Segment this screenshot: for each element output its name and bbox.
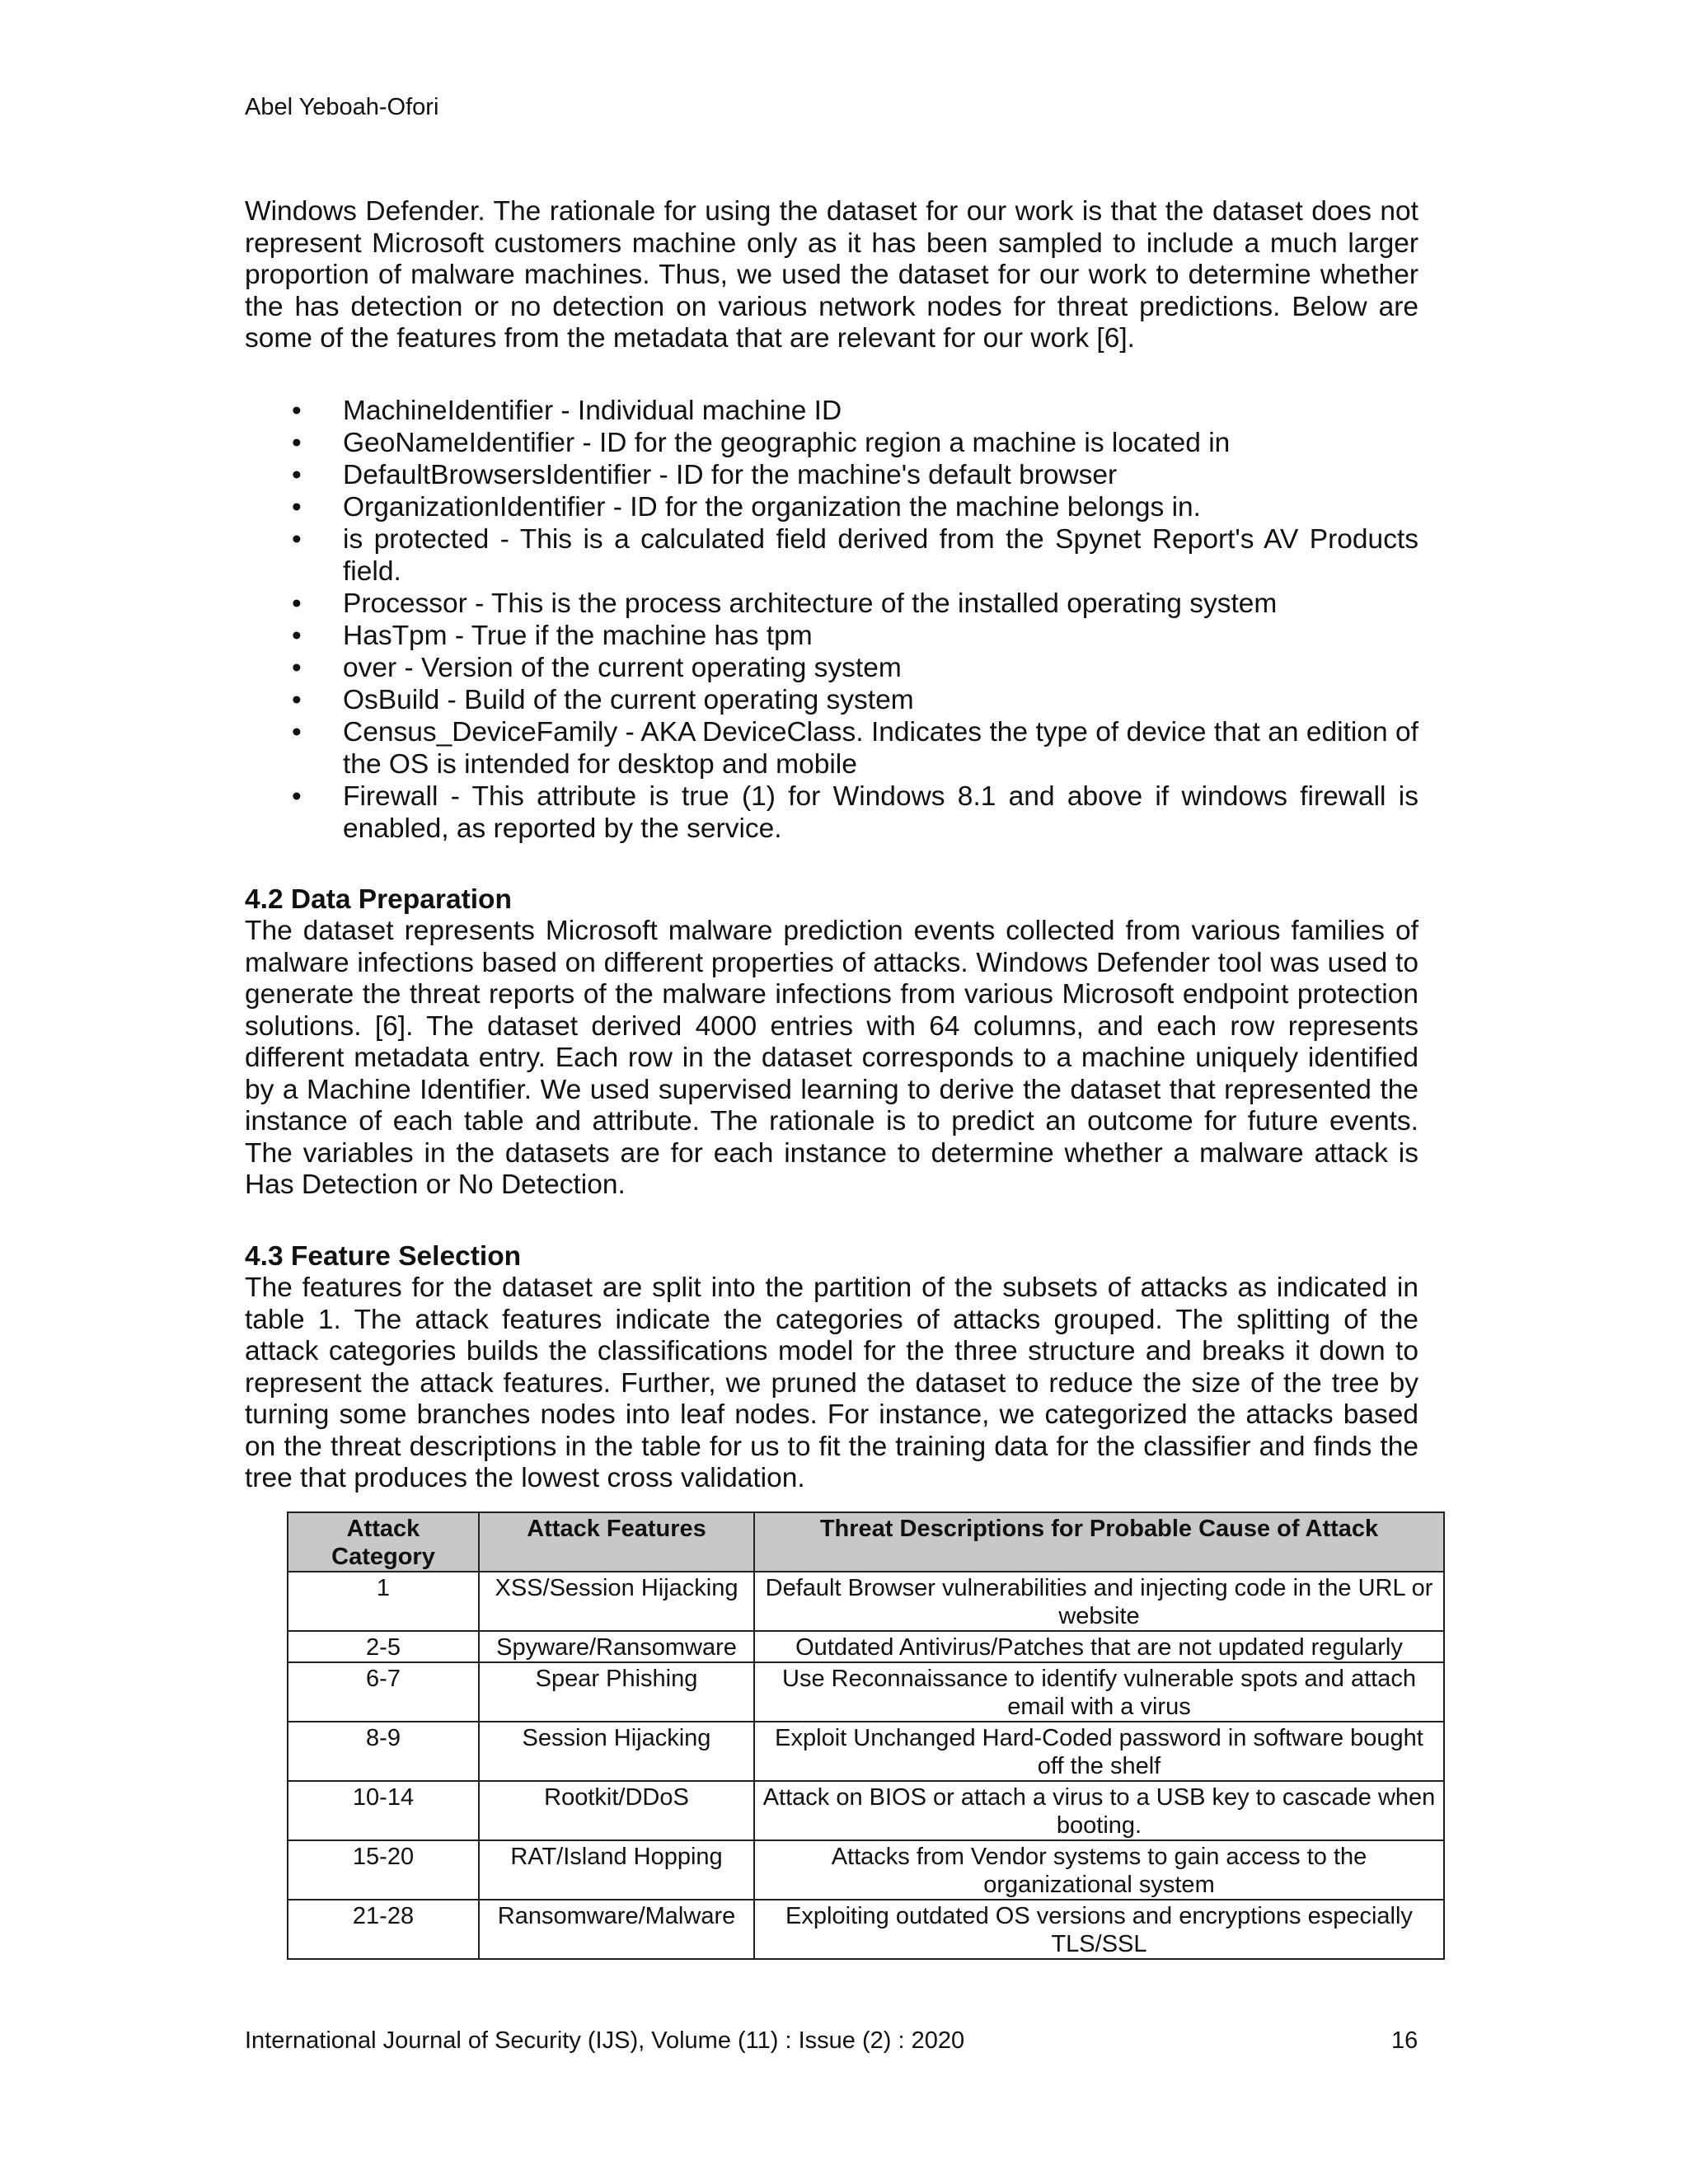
cell-category: 15-20 [288,1840,479,1900]
cell-category: 2-5 [288,1631,479,1662]
feature-item [245,620,1418,652]
feature-text: Processor - This is the process architecture of the installed operating system [343,588,1278,619]
cell-description: Exploiting outdated OS versions and encryptions especially TLS/SSL [754,1900,1444,1959]
bullet-icon: • [292,523,302,555]
feature-text: HasTpm - True if the machine has tpm [343,620,813,651]
feature-text: MachineIdentifier - Individual machine ID [343,395,842,426]
cell-description: Attack on BIOS or attach a virus to a USB key to cascade when booting. [754,1781,1444,1840]
feature-text: Census_DeviceFamily - AKA DeviceClass. Indicates the type of device that an edition of the OS is intended for desktop and mobile [343,716,1418,780]
feature-text: GeoNameIdentifier - ID for the geographic region a machine is located in [343,427,1231,458]
cell-feature: Ransomware/Malware [479,1900,754,1959]
main-content [245,196,1418,1495]
bullet-icon: • [292,684,302,715]
attack-category-table [287,1511,1445,1960]
feature-item [245,780,1418,845]
bullet-icon: • [292,652,302,683]
cell-category: 8-9 [288,1722,479,1781]
cell-category: 1 [288,1572,479,1631]
running-head-author: Abel Yeboah-Ofori [245,94,439,120]
bullet-icon: • [292,716,302,748]
column-header-attack-category: Attack Category [288,1512,479,1572]
table-row [288,1900,1444,1959]
feature-text: OsBuild - Build of the current operating system [343,684,914,715]
feature-item [245,459,1418,491]
column-header-attack-features: Attack Features [479,1512,754,1572]
feature-text: Firewall - This attribute is true (1) for Windows 8.1 and above if windows firewall is enabled, as reported by the service. [343,780,1418,844]
cell-feature: Spyware/Ransomware [479,1631,754,1662]
feature-item [245,588,1418,620]
cell-feature: XSS/Session Hijacking [479,1572,754,1631]
cell-feature: Rootkit/DDoS [479,1781,754,1840]
feature-text: is protected - This is a calculated field derived from the Spynet Report's AV Products field. [343,523,1418,587]
cell-description: Use Reconnaissance to identify vulnerable spots and attach email with a virus [754,1662,1444,1722]
bullet-icon: • [292,427,302,458]
table-header-row [288,1512,1444,1572]
feature-list [245,395,1418,845]
data-preparation-paragraph: The dataset represents Microsoft malware prediction events collected from various families of malware infections based on different properties of attacks. Windows Defender tool was used to generate the threat reports of the malware infections from various Microsoft endpoint protection solutions. [6]. The dataset derived 4000 entries with 64 columns, and each row represents different metadata entry. Each row in the dataset corresponds to a machine uniquely identified by a Machine Identifier. We used supervised learning to derive the dataset that represented the instance of each table and attribute. The rationale is to predict an outcome for future events. The variables in the datasets are for each instance to determine whether a malware attack is Has Detection or No Detection. [245,916,1418,1200]
feature-item [245,684,1418,716]
feature-text: over - Version of the current operating system [343,652,902,683]
column-header-threat-descriptions: Threat Descriptions for Probable Cause of Attack [754,1512,1444,1572]
feature-item [245,491,1418,523]
cell-description: Exploit Unchanged Hard-Coded password in software bought off the shelf [754,1722,1444,1781]
feature-item [245,652,1418,684]
section-heading-feature-selection: 4.3 Feature Selection [245,1240,522,1272]
table-row [288,1631,1444,1662]
footer-page-number: 16 [1391,2027,1418,2054]
cell-category: 6-7 [288,1662,479,1722]
cell-feature: RAT/Island Hopping [479,1840,754,1900]
feature-selection-paragraph: The features for the dataset are split into the partition of the subsets of attacks as indicated in table 1. The attack features indicate the categories of attacks grouped. The splitting of the attack categories builds the classifications model for the three structure and breaks it down to represent the attack features. Further, we pruned the dataset to reduce the size of the tree by turning some branches nodes into leaf nodes. For instance, we categorized the attacks based on the threat descriptions in the table for us to fit the training data for the classifier and finds the tree that produces the lowest cross validation. [245,1272,1418,1493]
cell-description: Outdated Antivirus/Patches that are not updated regularly [754,1631,1444,1662]
feature-text: DefaultBrowsersIdentifier - ID for the machine's default browser [343,459,1118,490]
feature-item [245,427,1418,459]
table-row [288,1781,1444,1840]
bullet-icon: • [292,395,302,426]
feature-item [245,716,1418,780]
footer-journal-citation: International Journal of Security (IJS), Volume (11) : Issue (2) : 2020 [245,2027,965,2054]
bullet-icon: • [292,491,302,523]
bullet-icon: • [292,588,302,619]
cell-description: Default Browser vulnerabilities and injecting code in the URL or website [754,1572,1444,1631]
cell-description: Attacks from Vendor systems to gain access to the organizational system [754,1840,1444,1900]
table-row [288,1572,1444,1631]
cell-feature: Spear Phishing [479,1662,754,1722]
cell-feature: Session Hijacking [479,1722,754,1781]
bullet-icon: • [292,780,302,812]
intro-paragraph: Windows Defender. The rationale for using the dataset for our work is that the dataset does not represent Microsoft customers machine only as it has been sampled to include a much larger proportion of malware machines. Thus, we used the dataset for our work to determine whether the has detection or no detection on various network nodes for threat predictions. Below are some of the features from the metadata that are relevant for our work [6]. [245,196,1418,354]
feature-item [245,523,1418,588]
feature-item [245,395,1418,427]
section-heading-data-preparation: 4.2 Data Preparation [245,883,512,915]
bullet-icon: • [292,459,302,490]
table-row [288,1662,1444,1722]
table-row [288,1840,1444,1900]
bullet-icon: • [292,620,302,651]
cell-category: 21-28 [288,1900,479,1959]
feature-text: OrganizationIdentifier - ID for the organization the machine belongs in. [343,491,1201,523]
cell-category: 10-14 [288,1781,479,1840]
table-row [288,1722,1444,1781]
